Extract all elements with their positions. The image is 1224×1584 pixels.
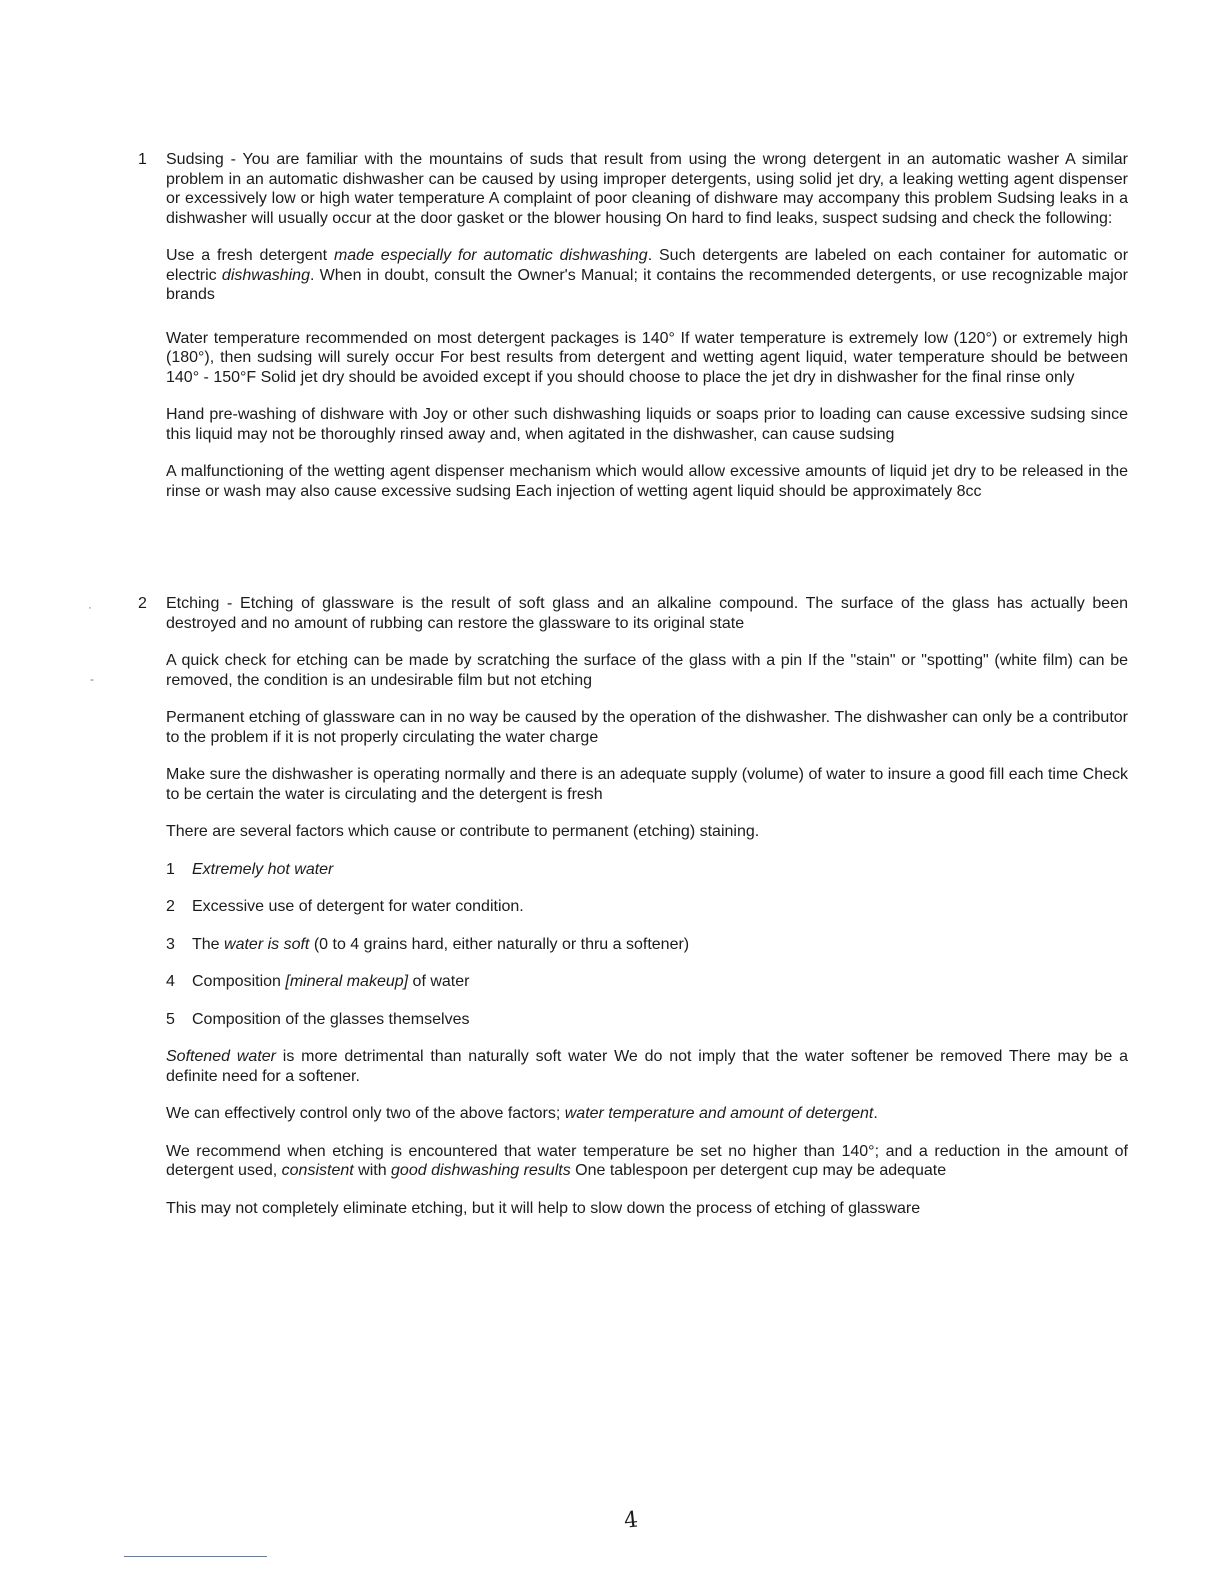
scan-mark: - [90,672,94,686]
paragraph: This may not completely eliminate etching, but it will help to slow down the process of etching of glassware [166,1199,921,1217]
paragraph: A malfunctioning of the wetting agent dispenser mechanism which would allow excessive amounts of liquid jet dry to be released in the rinse or wash may also cause excessive sudsing Each injection of wetting agent liquid should be approximately 8cc [166,463,1128,500]
section-body [166,594,1128,1218]
paragraph: Water temperature recommended on most detergent packages is 140° If water temperature is extremely low (120°) or extremely high (180°), then sudsing will surely occur For best results from detergent and wetting agent liquid, water temperature should be between 140° - 150°F Solid jet dry should be avoided except if you should choose to place the jet dry in dishwasher for the final rinse only [166,329,1128,386]
paragraph: Etching - Etching of glassware is the result of soft glass and an alkaline compound. The surface of the glass has actually been destroyed and no amount of rubbing can restore the glassware to its original state [166,595,1128,632]
section-body [166,150,1128,501]
paragraph: Use a fresh detergent made especially for automatic dishwashing. Such detergents are labeled on each container for automatic or electric dishwashing. When in doubt, consult the Owner's Manual; it contains the recommended detergents, or use recognizable major brands [166,247,1129,303]
section-sudsing [138,150,1128,519]
list-item: 1 Extremely hot water [166,860,334,878]
section-heading: Etching [166,595,220,612]
paragraph: We recommend when etching is encountered that water temperature be set no higher than 140°; and a reduction in the amount of detergent used, consistent with good dishwashing results One tablespoon per detergent cup may be adequate [166,1142,1128,1179]
paragraph: Make sure the dishwasher is operating normally and there is an adequate supply (volume) of water to insure a good fill each time Check to be certain the water is circulating and the detergent is fresh [166,766,1128,803]
paragraph: A quick check for etching can be made by scratching the surface of the glass with a pin If the "stain" or "spotting" (white film) can be removed, the condition is an undesirable film but not etching [166,652,1128,689]
paragraph: Hand pre-washing of dishware with Joy or other such dishwashing liquids or soaps prior to loading can cause excessive sudsing since this liquid may not be thoroughly rinsed away and, when agitated in the dishwasher, can cause sudsing [166,406,1128,443]
paragraph: There are several factors which cause or contribute to permanent (etching) staining. [166,823,760,840]
paragraph: Sudsing - You are familiar with the mountains of suds that result from using the wrong detergent in an automatic washer A similar problem in an automatic dishwasher can be caused by using improper detergents, using solid jet dry, a leaking wetting agent dispenser or excessively low or high water temperature A complaint of poor cleaning of dishware may accompany this problem Sudsing leaks in a dishwasher will usually occur at the door gasket or the blower housing On hard to find leaks, suspect sudsing and check the following: [166,151,1128,227]
list-item: 2 Excessive use of detergent for water condition. [166,898,524,915]
list-item: 5 Composition of the glasses themselves [166,1010,470,1028]
paragraph: We can effectively control only two of the above factors; water temperature and amount of detergent. [166,1105,878,1122]
paragraph: Permanent etching of glassware can in no way be caused by the operation of the dishwasher. The dishwasher can only be a contributor to the problem if it is not properly circulating the water charge [166,709,1128,746]
section-number: 2 [138,595,147,612]
section-etching [138,594,1128,1236]
section-heading: Sudsing [166,151,224,168]
scan-mark: · [88,600,92,614]
footer-rule [124,1556,267,1557]
list-item: 4 Composition [mineral makeup] of water [166,973,470,990]
section-number: 1 [138,151,147,168]
paragraph: Softened water is more detrimental than naturally soft water We do not imply that the water softener be removed There may be a definite need for a softener. [166,1048,1128,1085]
page-number: 4 [622,1507,640,1534]
list-item: 3 The water is soft (0 to 4 grains hard, either naturally or thru a softener) [166,935,690,953]
